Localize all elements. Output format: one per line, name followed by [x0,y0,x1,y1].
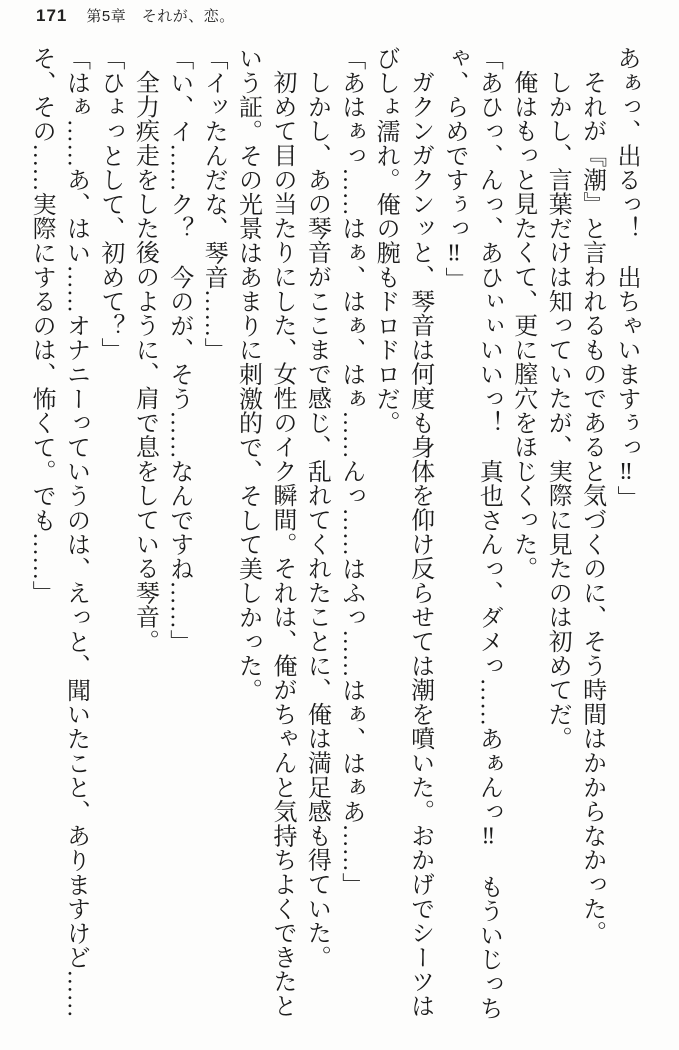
text-column: 「イッたんだな、琴音……」 [200,46,227,362]
text-column: びしょ濡れ。俺の腕もドロドロだ。 [372,46,399,435]
text-column: 「ひょっとして、初めて？」 [96,46,123,362]
text-column: いう証。その光景はあまりに刺激的で、そして美しかった。 [234,46,261,703]
text-column: 初めて目の当たりにした、女性のイク瞬間。それは、俺がちゃんと気持ちよくできたと [268,70,295,1018]
text-body [24,46,643,1018]
text-column: しかし、あの琴音がここまで感じ、乱れてくれたことに、俺は満足感も得ていた。 [303,70,330,970]
text-column: ゃ、らめですぅっ‼」 [440,46,467,291]
text-column: しかし、言葉だけは知っていたが、実際に見たのは初めてだ。 [544,70,571,751]
text-column: 「い、イ……ク？ 今のが、そう……なんですね……」 [165,46,192,654]
page-number: 171 [36,6,68,25]
text-column: そ、その……実際にするのは、怖くて。でも……」 [28,46,55,605]
chapter-title: 第5章 それが、恋。 [86,8,235,25]
text-column: 俺はもっと見たくて、更に膣穴をほじくった。 [509,70,536,581]
text-column: 「あひっ、んっ、あひぃぃいいっ！ 真也さんっ、ダメっ……あぁんっ‼ もういじっち [475,46,502,1020]
text-column: それが『潮』と言われるものであると気づくのに、そう時間はかからなかった。 [578,70,605,945]
text-column: 「はぁ……あ、はい……オナニーっていうのは、えっと、聞いたこと、ありますけど…… [62,46,89,1018]
running-head [36,5,235,26]
text-column: 全力疾走をした後のように、肩で息をしている琴音。 [131,70,158,654]
text-column: ガクンガクンッと、琴音は何度も身体を仰け反らせては潮を噴いた。おかげでシーツは [406,70,433,1018]
text-column: あぁっ、出るっ！ 出ちゃいますぅっ‼」 [613,46,639,510]
text-column: 「あはぁっ……はぁ、はぁ、はぁ……んっ……はふっ……はぁ、はぁあ……」 [337,46,364,897]
